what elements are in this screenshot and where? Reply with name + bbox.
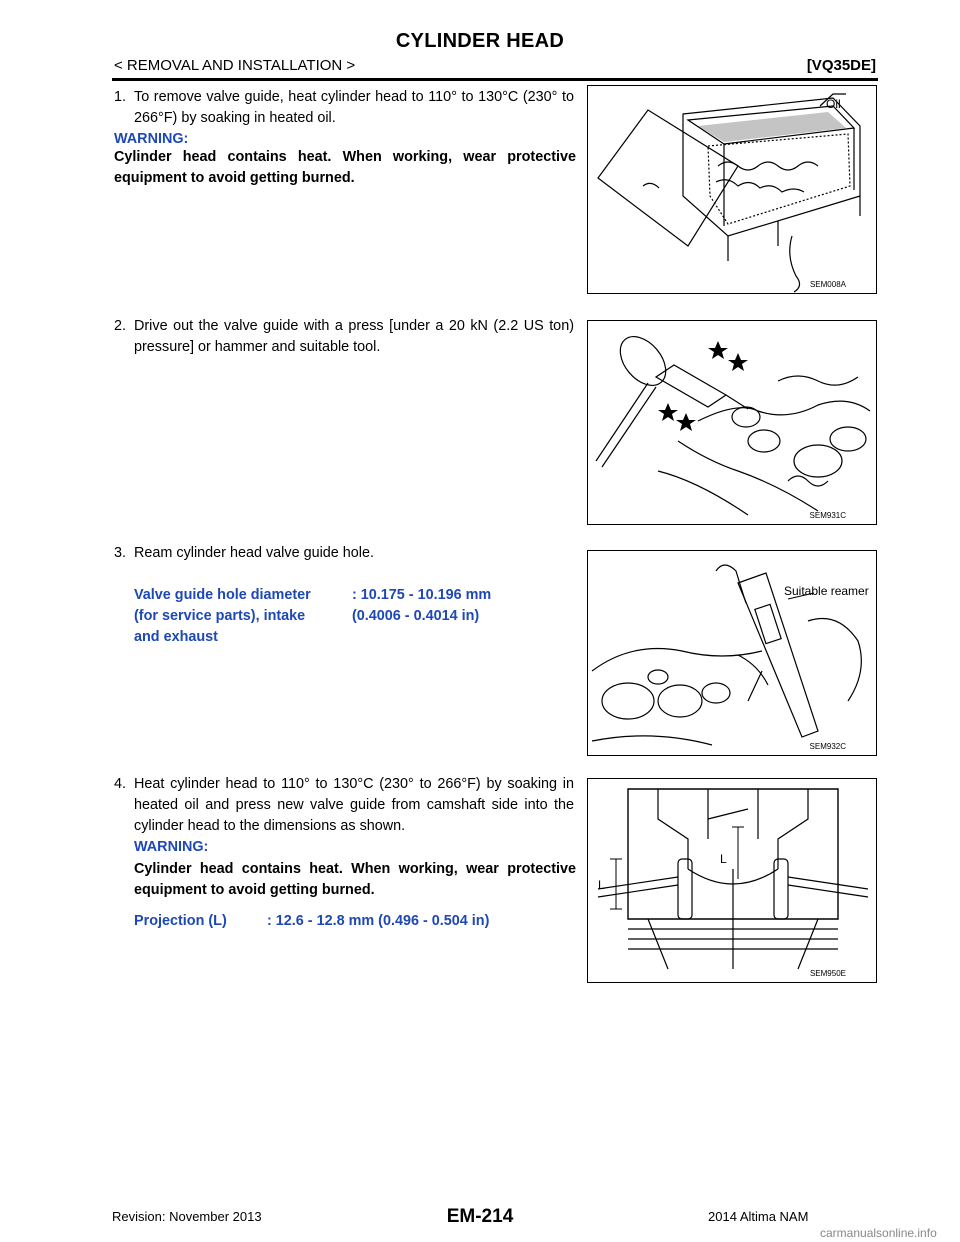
figure-oil-bath <box>587 85 877 294</box>
figure-code: SEM950E <box>809 969 846 978</box>
page-title: CYLINDER HEAD <box>395 30 565 52</box>
step-1 <box>114 87 574 129</box>
figure-ream-guide-hole <box>587 550 877 756</box>
step-4 <box>114 774 574 837</box>
engine-code: [VQ35DE] <box>806 57 876 74</box>
figure-code: SEM008A <box>809 280 846 289</box>
warning-text: Cylinder head contains heat. When working, wear protective equipment to avoid getting burned. <box>134 861 576 898</box>
step-number: 4. <box>114 776 127 792</box>
figure-code: SEM931C <box>809 511 846 520</box>
oil-bath-illustration <box>588 86 876 293</box>
step-text: Ream cylinder head valve guide hole. <box>134 545 374 561</box>
step-number: 1. <box>114 89 127 105</box>
projection-label-left: L <box>598 878 605 892</box>
projection-label-center: L <box>720 852 727 866</box>
model-year: 2014 Altima NAM <box>708 1209 809 1224</box>
spec-label: Valve guide hole diameter (for service parts), intake and exhaust <box>134 587 311 645</box>
revision-date: Revision: November 2013 <box>112 1209 262 1224</box>
watermark[interactable]: carmanualsonline.info <box>820 1226 937 1240</box>
figure-drive-out-guide <box>587 320 877 525</box>
step-3 <box>114 543 574 564</box>
reamer-label: Suitable reamer <box>784 584 869 598</box>
warning-text: Cylinder head contains heat. When working, wear protective equipment to avoid getting burned. <box>114 149 576 186</box>
hammer-illustration <box>588 321 876 524</box>
page-number: EM-214 <box>446 1206 514 1227</box>
header-divider <box>112 78 878 81</box>
step-2 <box>114 316 574 358</box>
step-text: Heat cylinder head to 110° to 130°C (230° to 266°F) by soaking in heated oil and press new valve guide from camshaft side into the cylinder head to the dimensions as shown. <box>134 776 574 834</box>
warning-label: WARNING: <box>134 839 209 855</box>
step-text: Drive out the valve guide with a press [under a 20 kN (2.2 US ton) pressure] or hammer and suitable tool. <box>134 318 574 355</box>
spec-label: Projection (L) <box>134 913 227 929</box>
figure-code: SEM932C <box>809 742 846 751</box>
step-number: 3. <box>114 545 127 561</box>
oil-label: Oil <box>826 97 841 111</box>
warning-label: WARNING: <box>114 131 189 147</box>
spec-value: : 10.175 - 10.196 mm (0.4006 - 0.4014 in) <box>352 587 492 624</box>
reamer-illustration <box>588 551 876 755</box>
section-breadcrumb: < REMOVAL AND INSTALLATION > <box>114 57 356 74</box>
figure-press-new-guide <box>587 778 877 983</box>
step-text: To remove valve guide, heat cylinder head to 110° to 130°C (230° to 266°F) by soaking in heated oil. <box>134 89 574 126</box>
spec-value: : 12.6 - 12.8 mm (0.496 - 0.504 in) <box>267 913 490 929</box>
step-number: 2. <box>114 318 127 334</box>
guide-projection-illustration <box>588 779 876 982</box>
